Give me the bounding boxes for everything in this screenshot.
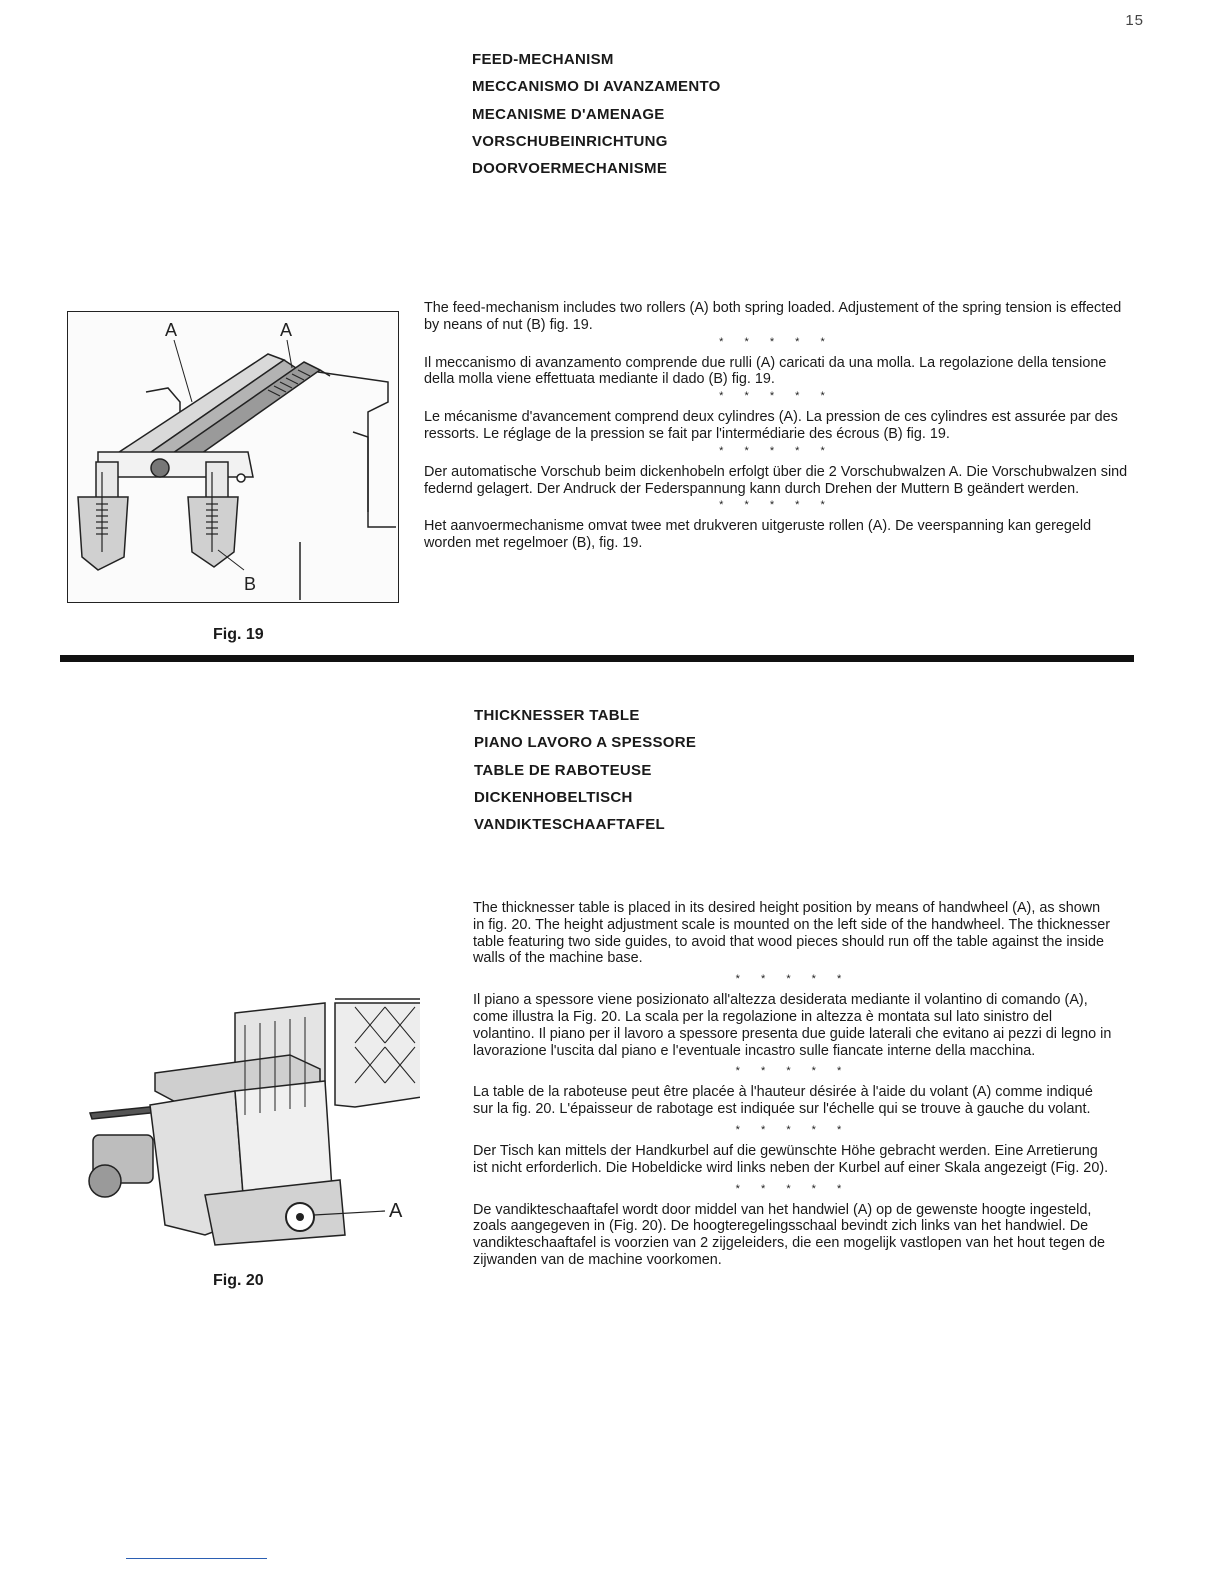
separator: * * * * * — [719, 499, 834, 512]
section-heading-en: FEED-MECHANISM — [472, 51, 614, 68]
paragraph-it: Il piano a spessore viene posizionato all'altezza desiderata mediante il volantino di comando (A), come illustra la Fig. 20. La scala per la regolazione in altezza è montata sul lato sinistro del volantino. Il piano per il lavoro a spessore presenta due guide laterali che evitano ai pezzi di legno in lavorazione l'uscita dal piano e l'eventuale incastro sulle fiancate interne della macchina. — [473, 992, 1112, 1059]
separator: * * * * * — [719, 335, 834, 348]
paragraph-en: The thicknesser table is placed in its desired height position by means of handwheel (A), as shown in fig. 20. The height adjustment scale is mounted on the left side of the handwheel. The thicknesser table featuring two side guides, to avoid that wood pieces should run off the table against the inside walls of the machine base. — [473, 900, 1111, 967]
figure-19-frame — [67, 311, 399, 603]
section-heading-fr: TABLE DE RABOTEUSE — [474, 761, 652, 779]
section-heading-de: DICKENHOBELTISCH — [474, 788, 633, 806]
planer-thicknesser-illustration — [85, 995, 420, 1250]
separator: * * * * * — [735, 973, 851, 986]
separator: * * * * * — [719, 444, 834, 457]
paragraph-en: The feed-mechanism includes two rollers (A) both spring loaded. Adjustement of the spring tension is effected by neans of nut (B) fig. 19. — [424, 300, 1122, 333]
paragraph-nl: Het aanvoermechanisme omvat twee met drukveren uitgeruste rollen (A). De veerspanning kan geregeld worden met regelmoer (B), fig. 19. — [424, 518, 1092, 552]
thicknesser-table-body — [473, 900, 1113, 1269]
footer-rule — [126, 1558, 267, 1559]
paragraph-fr: Le mécanisme d'avancement comprend deux cylindres (A). La pression de ces cylindres est assurée par des ressorts. Le réglage de la pression se fait par l'intermédiarie des écrous (B) fig. 19. — [424, 409, 1118, 442]
label-b: B — [244, 574, 257, 594]
page-number: 15 — [1125, 12, 1144, 29]
section-heading-fr: MECANISME D'AMENAGE — [472, 105, 665, 123]
feed-mechanism-headings — [472, 50, 892, 186]
thicknesser-table-headings — [474, 706, 894, 842]
section-heading-it: MECCANISMO DI AVANZAMENTO — [472, 78, 721, 96]
separator: * * * * * — [735, 1123, 851, 1136]
figure-20 — [85, 995, 420, 1250]
section-heading-nl: VANDIKTESCHAAFTAFEL — [474, 816, 665, 834]
separator: * * * * * — [719, 390, 834, 403]
section-heading-de: VORSCHUBEINRICHTUNG — [472, 132, 668, 150]
section-heading-nl: DOORVOERMECHANISME — [472, 160, 668, 178]
figure-20-caption: Fig. 20 — [213, 1272, 264, 1289]
feed-rollers-illustration — [68, 312, 397, 601]
separator: * * * * * — [735, 1065, 851, 1078]
paragraph-it: Il meccanismo di avanzamento comprende due rulli (A) caricati da una molla. La regolazione della tensione della molla viene effettuata mediante il dado (B) fig. 19. — [424, 354, 1107, 388]
paragraph-nl: De vandikteschaaftafel wordt door middel van het handwiel (A) op de gewenste hoogte ingesteld, zoals aangegeven in (Fig. 20). De hoogteregelingsschaal bevindt zich links van het handwiel. De vandikteschaaftafel is voorzien van 2 zijgeleiders, die een mogelijk vastlopen van het hout tegen de zijwanden van de machine voorkomen. — [473, 1201, 1105, 1268]
label-a-left: A — [165, 320, 178, 340]
label-a-handwheel: A — [389, 1200, 403, 1222]
leader-line — [174, 340, 192, 402]
section-heading-en: THICKNESSER TABLE — [474, 707, 640, 724]
separator: * * * * * — [735, 1182, 851, 1195]
figure-19-caption: Fig. 19 — [213, 626, 264, 643]
section-divider — [60, 655, 1134, 662]
paragraph-de: Der automatische Vorschub beim dickenhobeln erfolgt über die 2 Vorschubwalzen A. Die Vorschubwalzen sind federnd gelagert. Der Andruck der Federspannung kann durch Drehen der Muttern B geändert werden. — [424, 463, 1128, 497]
label-a-right: A — [280, 320, 293, 340]
paragraph-de: Der Tisch kan mittels der Handkurbel auf die gewünschte Höhe gebracht werden. Eine Arretierung ist nicht erforderlich. Die Hobeldicke wird links neben der Kurbel auf einer Skala angezeigt (Fig. 20). — [473, 1142, 1109, 1176]
paragraph-fr: La table de la raboteuse peut être placée à l'hauteur désirée à l'aide du volant (A) comme indiqué sur la fig. 20. L'épaisseur de rabotage est indiquée sur l'échelle qui se trouve à gauche du volant. — [473, 1084, 1093, 1118]
feed-mechanism-body — [424, 300, 1129, 552]
section-heading-it: PIANO LAVORO A SPESSORE — [474, 734, 697, 752]
